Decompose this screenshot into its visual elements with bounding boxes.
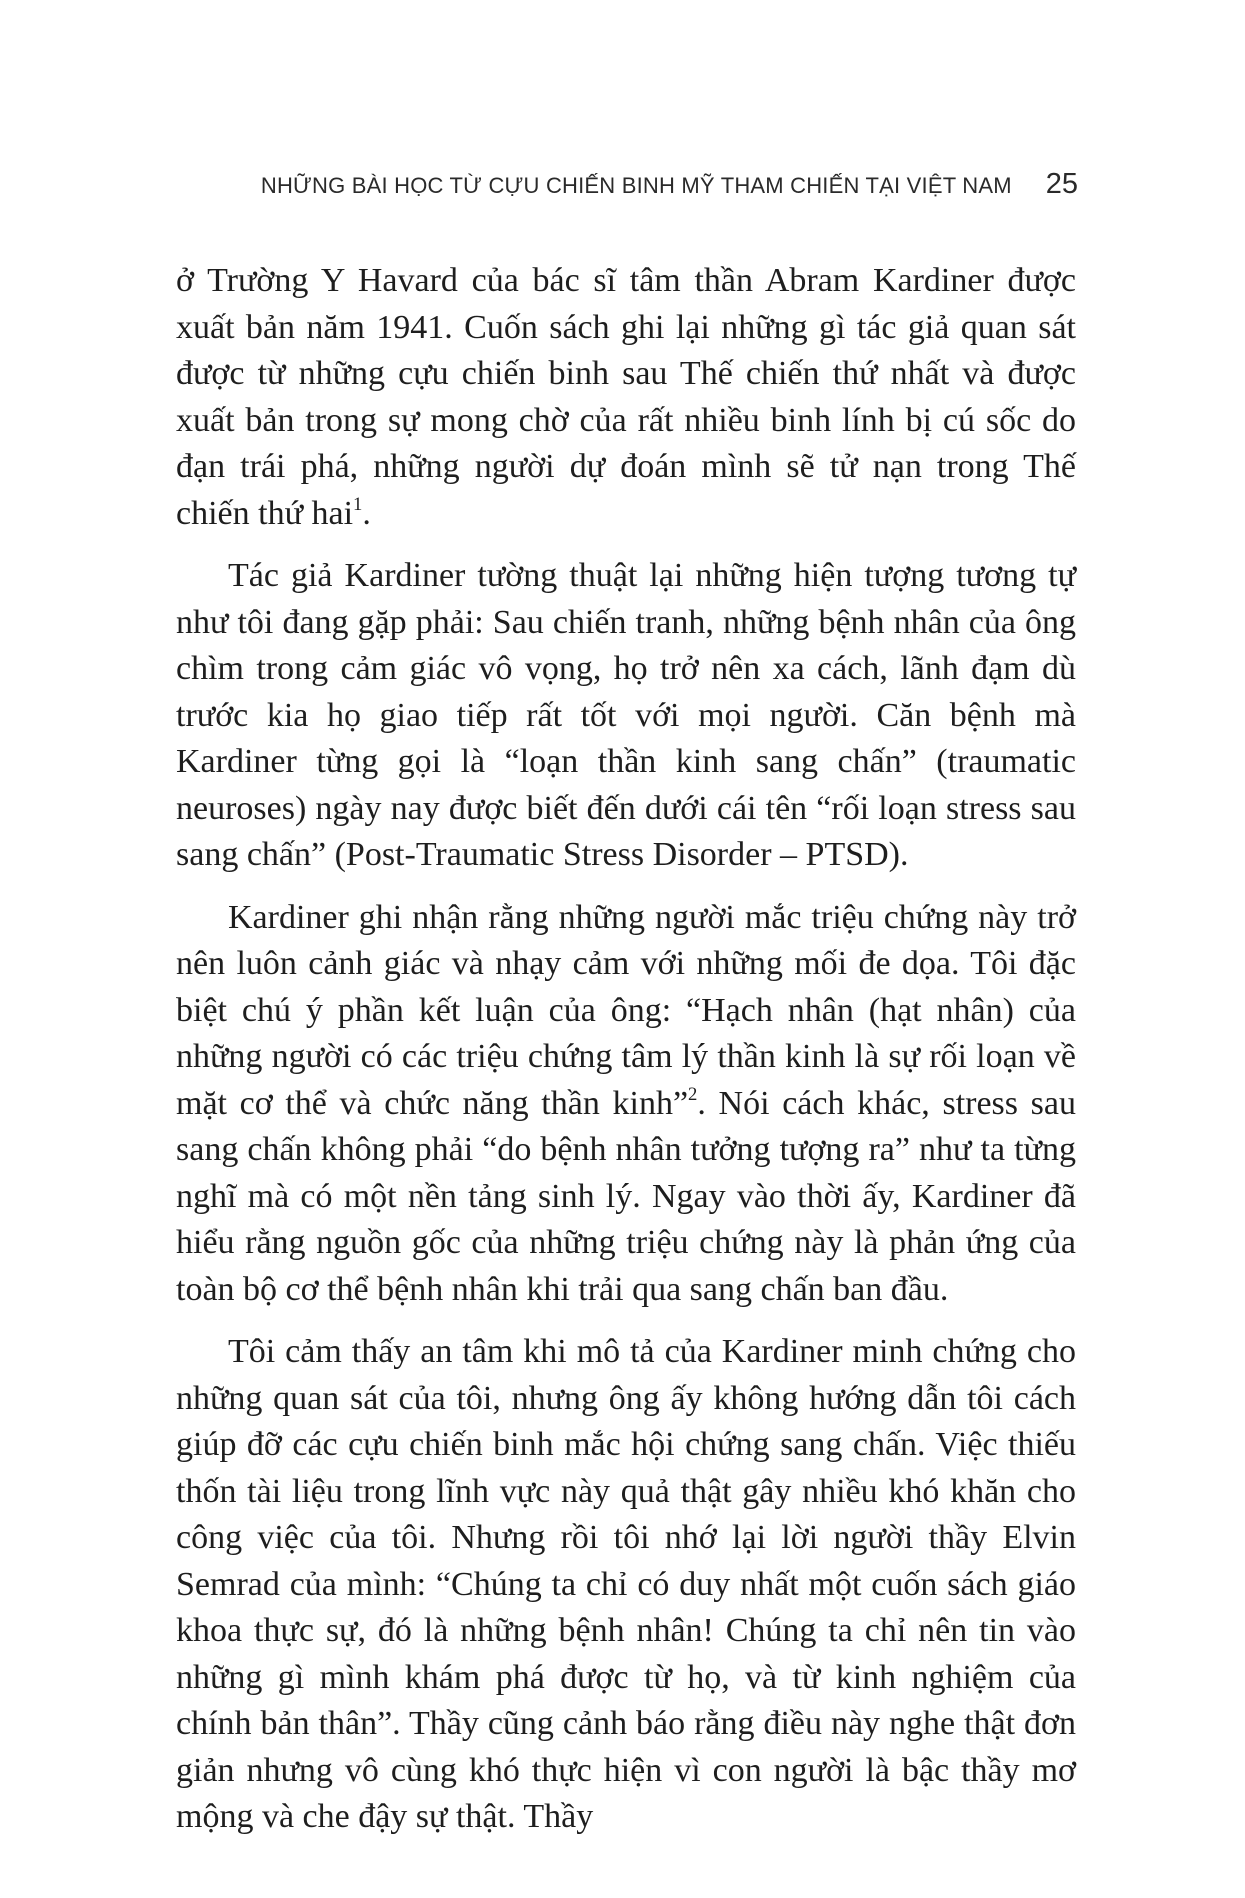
running-title: NHỮNG BÀI HỌC TỪ CỰU CHIẾN BINH MỸ THAM CHIẾN TẠI VIỆT NAM [260, 173, 1012, 198]
paragraph-1-text-end: . [362, 494, 371, 532]
paragraph-3-text-end: . Nói cách khác, stress sau sang chấn không phải “do bệnh nhân tưởng tượng ra” như ta từng nghĩ mà có một nền tảng sinh lý. Ngay vào thời ấy, Kardiner đã hiểu rằng nguồn gốc của những triệu chứng này là phản ứng của toàn bộ cơ thể bệnh nhân khi trải qua sang chấn ban đầu. [176, 1084, 1076, 1308]
paragraph-4: Tôi cảm thấy an tâm khi mô tả của Kardiner minh chứng cho những quan sát của tôi, nhưng ông ấy không hướng dẫn tôi cách giúp đỡ các cựu chiến binh mắc hội chứng sang chấn. Việc thiếu thốn tài liệu trong lĩnh vực này quả thật gây nhiều khó khăn cho công việc của tôi. Nhưng rồi tôi nhớ lại lời người thầy Elvin Semrad của mình: “Chúng ta chỉ có duy nhất một cuốn sách giáo khoa thực sự, đó là những bệnh nhân! Chúng ta chỉ nên tin vào những gì mình khám phá được từ họ, và từ kinh nghiệm của chính bản thân”. Thầy cũng cảnh báo rằng điều này nghe thật đơn giản nhưng vô cùng khó thực hiện vì con người là bậc thầy mơ mộng và che đậy sự thật. Thầy [176, 1333, 1076, 1835]
running-head [261, 168, 1078, 201]
body-text [176, 258, 1076, 1857]
page-number: 25 [1045, 168, 1078, 200]
paragraph-1 [176, 258, 1076, 537]
paragraph-3 [176, 895, 1076, 1314]
footnote-marker-1: 1 [353, 493, 363, 515]
paragraph-2: Tác giả Kardiner tường thuật lại những hiện tượng tương tự như tôi đang gặp phải: Sau chiến tranh, những bệnh nhân của ông chìm trong cảm giác vô vọng, họ trở nên xa cách, lãnh đạm dù trước kia họ giao tiếp rất tốt với mọi người. Căn bệnh mà Kardiner từng gọi là “loạn thần kinh sang chấn” (traumatic neuroses) ngày nay được biết đến dưới cái tên “rối loạn stress sau sang chấn” (Post-Traumatic Stress Disorder – PTSD). [176, 557, 1076, 873]
paragraph-3-text: Kardiner ghi nhận rằng những người mắc triệu chứng này trở nên luôn cảnh giác và nhạy cảm với những mối đe dọa. Tôi đặc biệt chú ý phần kết luận của ông: “Hạch nhân (hạt nhân) của những người có các triệu chứng tâm lý thần kinh là sự rối loạn về mặt cơ thể và chức năng thần kinh” [176, 898, 1076, 1122]
footnote-marker-2: 2 [688, 1083, 698, 1105]
paragraph-1-text: ở Trường Y Havard của bác sĩ tâm thần Abram Kardiner được xuất bản năm 1941. Cuốn sách ghi lại những gì tác giả quan sát được từ những cựu chiến binh sau Thế chiến thứ nhất và được xuất bản trong sự mong chờ của rất nhiều binh lính bị cú sốc do đạn trái phá, những người dự đoán mình sẽ tử nạn trong Thế chiến thứ hai [176, 262, 1076, 532]
